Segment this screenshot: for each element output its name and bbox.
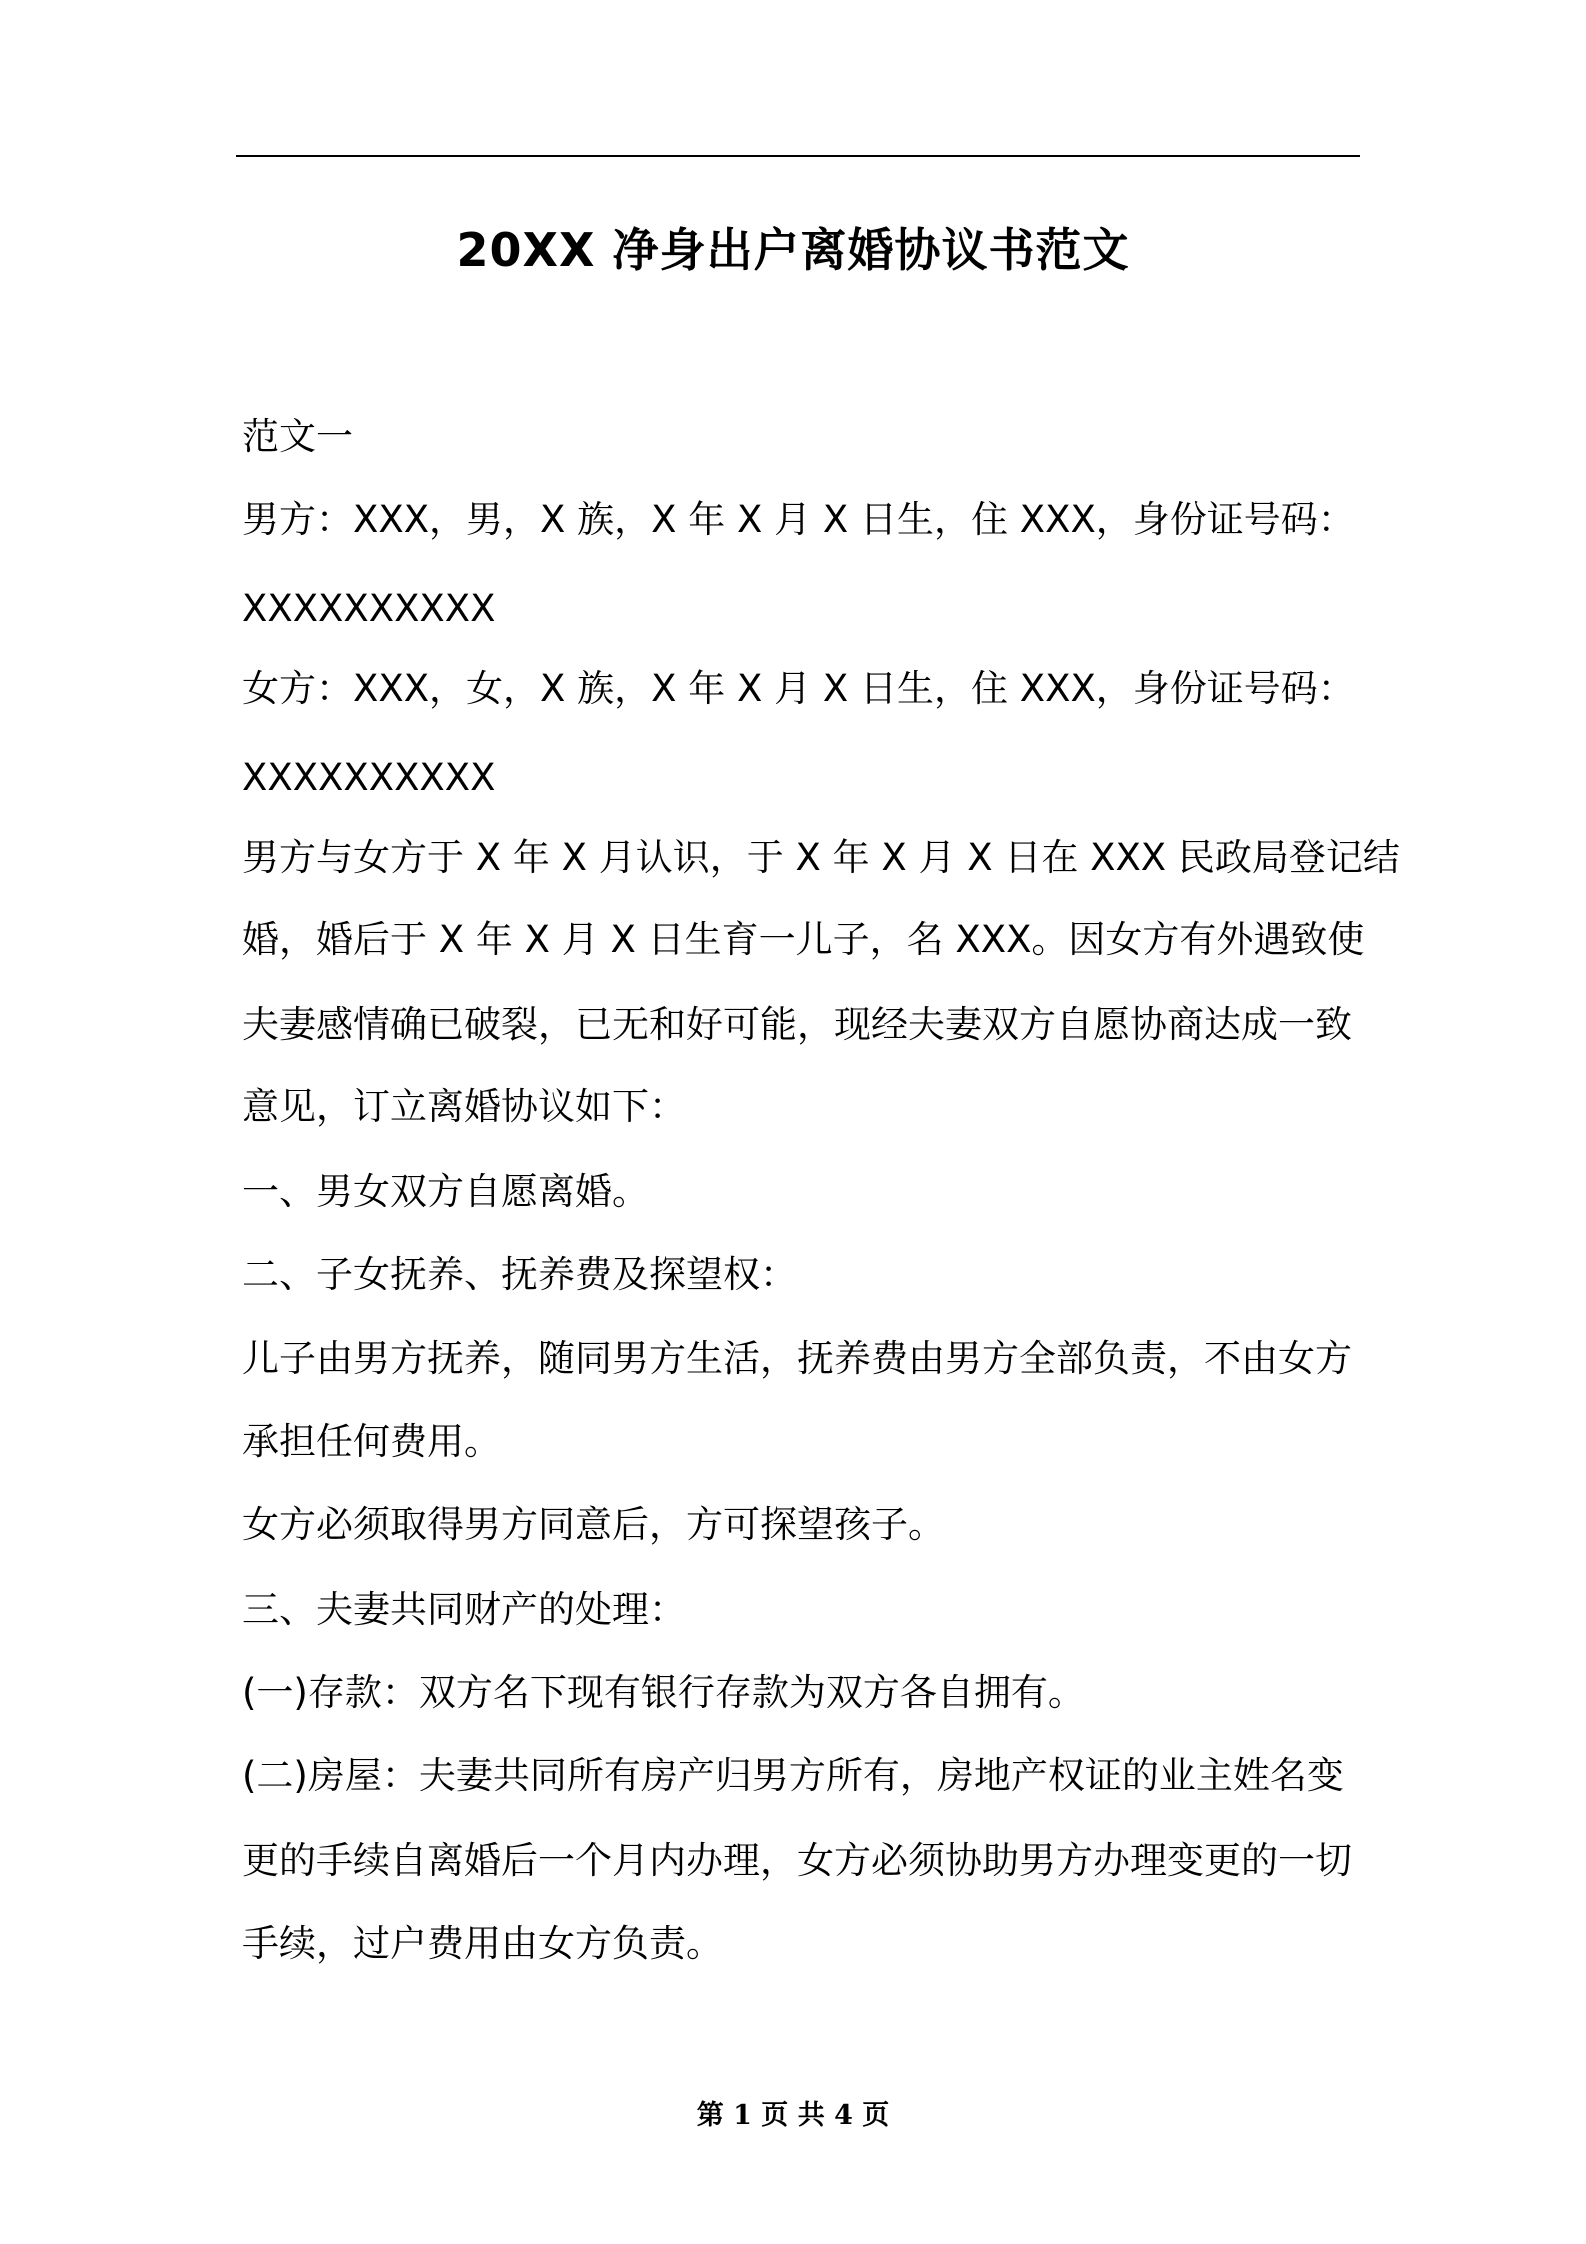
body-line: (一)存款：双方名下现有银行存款为双方各自拥有。 [242,1671,1085,1714]
body-line: 儿子由男方抚养，随同男方生活，抚养费由男方全部负责，不由女方 [242,1337,1352,1380]
clause-heading: 一、男女双方自愿离婚。 [242,1170,649,1213]
header-rule [236,155,1360,157]
body-line: 男方与女方于 X 年 X 月认识，于 X 年 X 月 X 日在 XXX 民政局登记结 [242,836,1400,879]
body-line: 女方必须取得男方同意后，方可探望孩子。 [242,1503,945,1546]
clause-heading: 二、子女抚养、抚养费及探望权： [242,1253,797,1296]
body-line: XXXXXXXXXX [242,587,496,630]
body-line: 手续，过户费用由女方负责。 [242,1922,723,1965]
section-heading: 范文一 [242,415,353,458]
body-line: 更的手续自离婚后一个月内办理，女方必须协助男方办理变更的一切 [242,1839,1352,1882]
document-title: 20XX 净身出户离婚协议书范文 [456,223,1130,277]
page-number: 第 1 页 共 4 页 [696,2100,890,2131]
body-line: 承担任何费用。 [242,1420,501,1463]
body-line: 意见，订立离婚协议如下： [242,1085,686,1128]
body-line: (二)房屋：夫妻共同所有房产归男方所有，房地产权证的业主姓名变 [242,1754,1344,1797]
body-line: XXXXXXXXXX [242,756,496,799]
body-line: 夫妻感情确已破裂，已无和好可能，现经夫妻双方自愿协商达成一致 [242,1003,1352,1046]
clause-heading: 三、夫妻共同财产的处理： [242,1588,686,1631]
body-line: 婚，婚后于 X 年 X 月 X 日生育一儿子，名 XXX。因女方有外遇致使 [242,918,1365,961]
body-line: 女方：XXX，女，X 族，X 年 X 月 X 日生，住 XXX，身份证号码： [242,667,1355,710]
body-line: 男方：XXX，男，X 族，X 年 X 月 X 日生，住 XXX，身份证号码： [242,498,1355,541]
